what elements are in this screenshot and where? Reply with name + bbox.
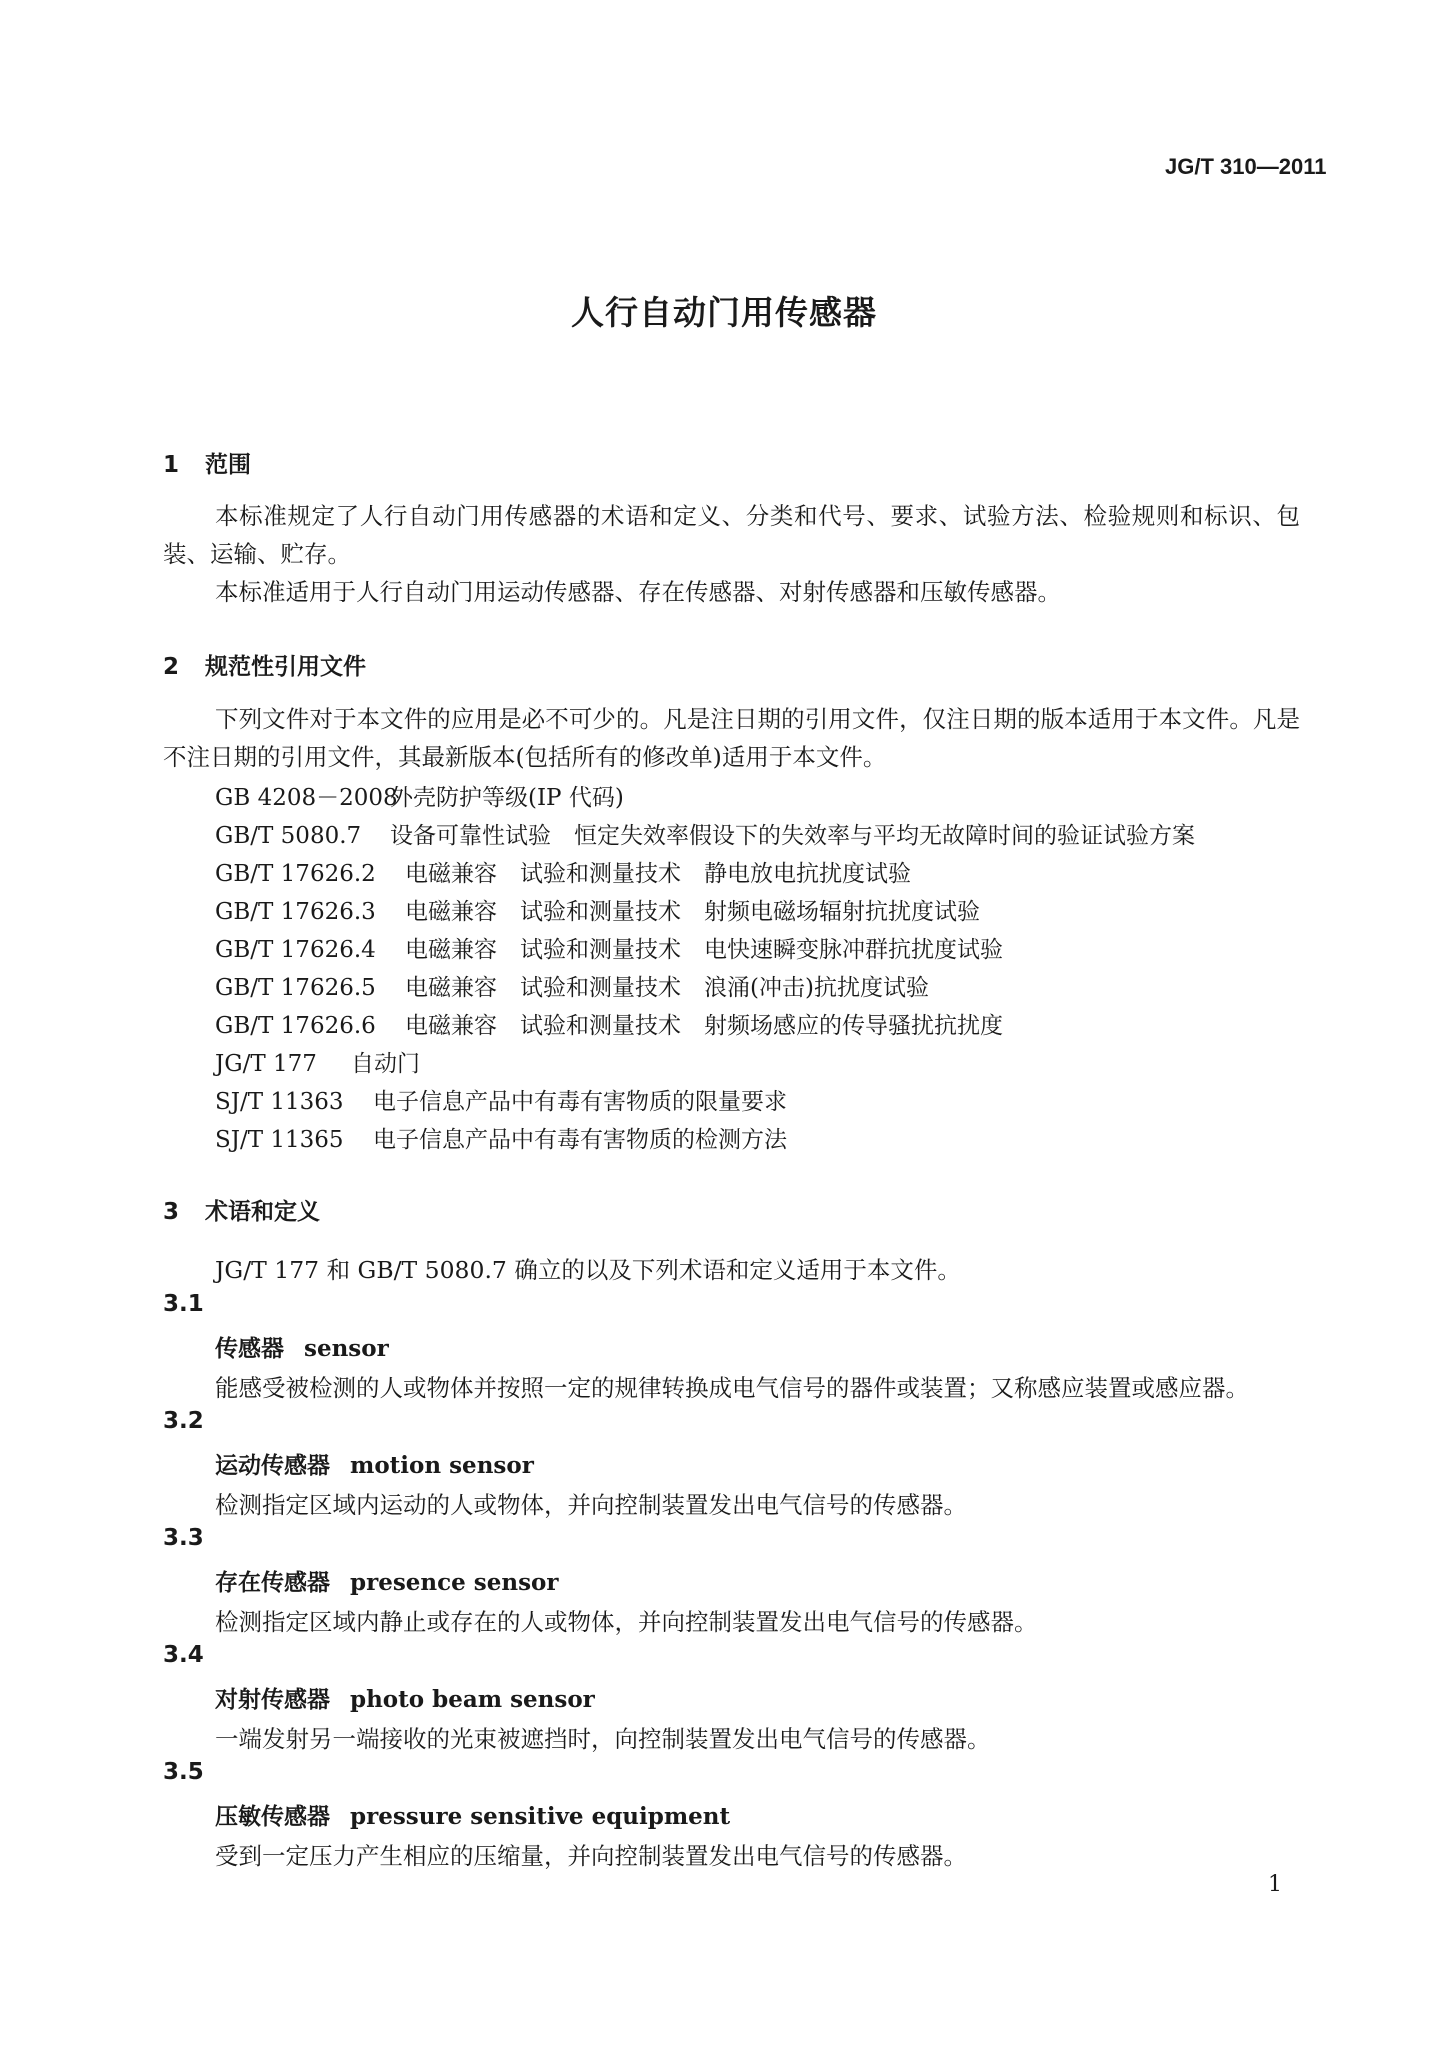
terms-intro: JG/T 177 和 GB/T 5080.7 确立的以及下列术语和定义适用于本文件。 [215,1256,961,1284]
term-name-zh: 对射传感器 [215,1687,330,1713]
section-number: 3 [163,1199,180,1225]
term-definition: 受到一定压力产生相应的压缩量，并向控制装置发出电气信号的传感器。 [215,1842,967,1870]
reference-title: 电磁兼容 试验和测量技术 浪涌(冲击)抗扰度试验 [405,975,929,1001]
reference-title: 自动门 [351,1051,420,1077]
reference-title: 电磁兼容 试验和测量技术 射频电磁场辐射抗扰度试验 [405,899,980,925]
reference-item [215,969,929,1002]
term-name-en: photo beam sensor [350,1686,595,1713]
reference-title: 电磁兼容 试验和测量技术 电快速瞬变脉冲群抗扰度试验 [405,937,1003,963]
reference-item [215,1121,787,1154]
term-name-zh: 传感器 [215,1336,284,1362]
reference-code: GB/T 17626.5 [215,975,376,1001]
term-number: 3.4 [163,1642,204,1668]
term-heading [215,1447,534,1480]
term-heading [215,1798,730,1831]
page-number: 1 [1268,1872,1282,1897]
term-heading [215,1681,595,1714]
term-name-zh: 运动传感器 [215,1453,330,1479]
reference-item [215,893,980,926]
reference-code: JG/T 177 [215,1051,317,1077]
reference-code: GB/T 5080.7 [215,823,362,849]
term-definition: 能感受被检测的人或物体并按照一定的规律转换成电气信号的器件或装置；又称感应装置或感应器。 [215,1374,1249,1402]
scope-paragraph-2: 本标准适用于人行自动门用运动传感器、存在传感器、对射传感器和压敏传感器。 [215,578,1061,606]
reference-title: 外壳防护等级(IP 代码) [390,785,624,811]
normative-references-intro: 下列文件对于本文件的应用是必不可少的。凡是注日期的引用文件，仅注日期的版本适用于本文件。凡是不注日期的引用文件，其最新版本(包括所有的修改单)适用于本文件。 [163,705,1300,771]
reference-item [215,1045,420,1078]
reference-item [215,779,624,812]
standard-number: JG/T 310—2011 [1165,154,1327,179]
term-definition: 检测指定区域内运动的人或物体，并向控制装置发出电气信号的传感器。 [215,1491,967,1519]
reference-title: 电磁兼容 试验和测量技术 射频场感应的传导骚扰抗扰度 [405,1013,1003,1039]
reference-code: SJ/T 11365 [215,1127,344,1153]
term-number: 3.3 [163,1525,204,1551]
reference-item [215,817,1195,850]
reference-item [215,1083,787,1116]
term-definition: 检测指定区域内静止或存在的人或物体，并向控制装置发出电气信号的传感器。 [215,1608,1038,1636]
section-title: 术语和定义 [205,1199,320,1225]
reference-code: GB/T 17626.4 [215,937,376,963]
section-title: 范围 [205,452,251,478]
term-number: 3.1 [163,1291,204,1317]
section-3-heading [163,1193,320,1226]
reference-title: 电子信息产品中有毒有害物质的检测方法 [373,1127,787,1153]
reference-item [215,931,1003,964]
reference-item [215,855,911,888]
term-heading [215,1564,559,1597]
reference-code: GB/T 17626.6 [215,1013,376,1039]
reference-code: GB/T 17626.2 [215,861,376,887]
scope-paragraph-1: 本标准规定了人行自动门用传感器的术语和定义、分类和代号、要求、试验方法、检验规则和标识、包装、运输、贮存。 [163,502,1300,568]
term-name-zh: 压敏传感器 [215,1804,330,1830]
section-2-heading [163,648,366,681]
document-title: 人行自动门用传感器 [571,293,877,332]
section-number: 1 [163,452,180,478]
term-number: 3.2 [163,1408,204,1434]
reference-item [215,1007,1003,1040]
section-1-heading [163,446,251,479]
term-number: 3.5 [163,1759,204,1785]
term-name-en: pressure sensitive equipment [350,1803,731,1830]
reference-code: GB 4208－2008 [215,785,398,811]
term-definition: 一端发射另一端接收的光束被遮挡时，向控制装置发出电气信号的传感器。 [215,1725,991,1753]
reference-title: 电子信息产品中有毒有害物质的限量要求 [373,1089,787,1115]
term-name-en: sensor [304,1335,389,1362]
term-name-en: motion sensor [350,1452,534,1479]
reference-title: 电磁兼容 试验和测量技术 静电放电抗扰度试验 [405,861,911,887]
reference-code: SJ/T 11363 [215,1089,344,1115]
section-title: 规范性引用文件 [205,654,366,680]
reference-title: 设备可靠性试验 恒定失效率假设下的失效率与平均无故障时间的验证试验方案 [390,823,1195,849]
term-name-zh: 存在传感器 [215,1570,330,1596]
reference-code: GB/T 17626.3 [215,899,376,925]
term-name-en: presence sensor [350,1569,559,1596]
term-heading [215,1330,389,1363]
section-number: 2 [163,654,180,680]
